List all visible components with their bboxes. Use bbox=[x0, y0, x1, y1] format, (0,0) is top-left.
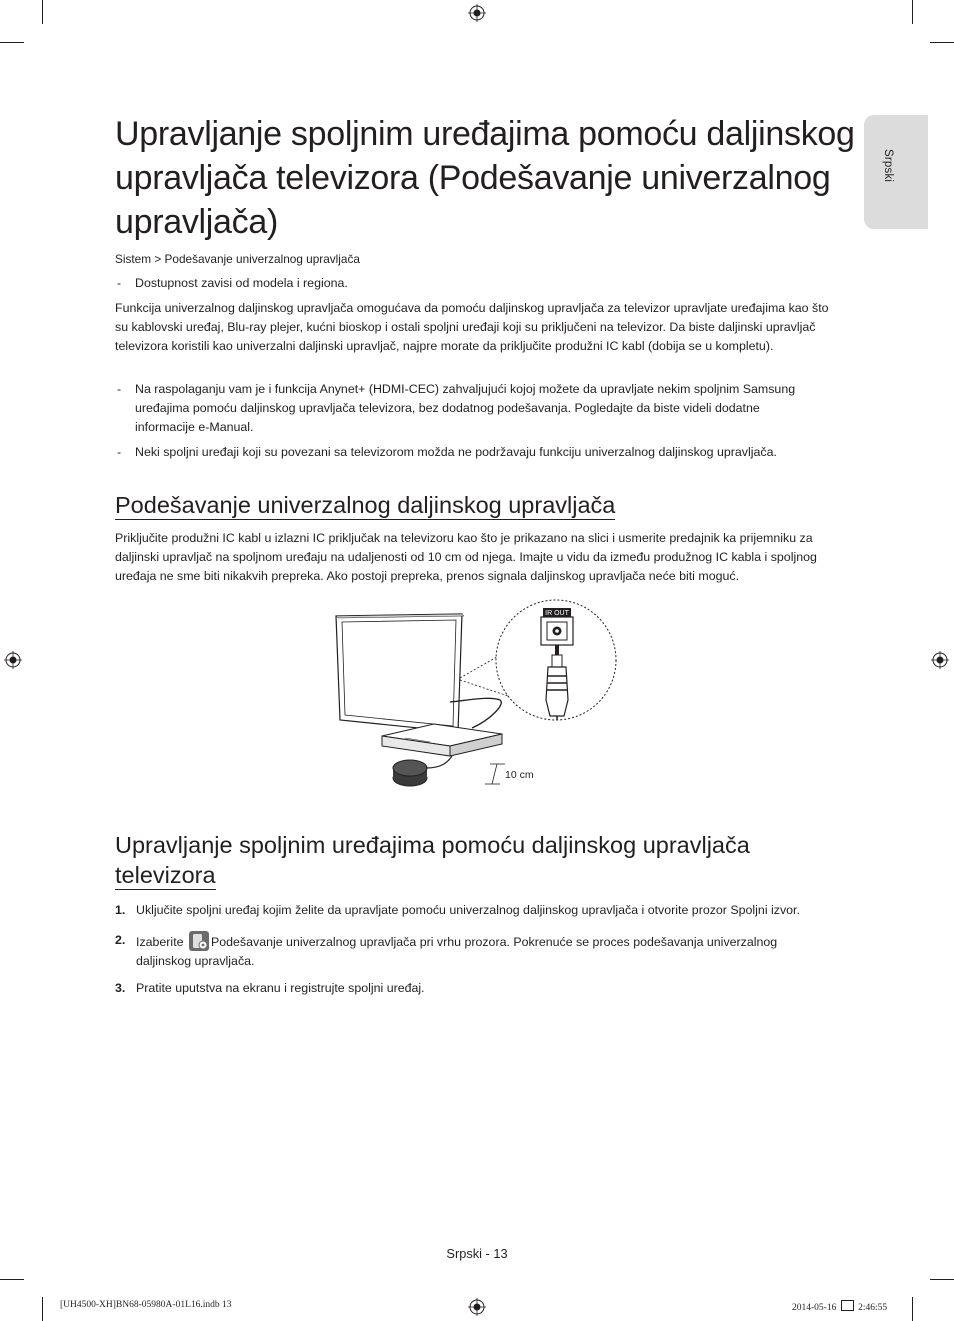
external-source-term: Spoljni izvor bbox=[730, 903, 797, 917]
step-2: 2. Izaberite Podešavanje univerzalnog upravljača pri vrhu prozora. Pokrenuće se proces podešavanja univerzalnog daljinskog upravljača. bbox=[115, 933, 778, 968]
crop-mark bbox=[930, 42, 954, 43]
registration-mark-icon bbox=[468, 4, 486, 22]
breadcrumb bbox=[115, 252, 360, 266]
print-slug-date: 2014-05-16 2:46:55 bbox=[792, 1300, 887, 1313]
crop-mark bbox=[0, 42, 24, 43]
crop-mark bbox=[930, 1279, 954, 1280]
crop-mark bbox=[912, 0, 913, 24]
setup-paragraph: Priključite produžni IC kabl u izlazni IC priključak na televizoru kao što je prikazano na slici i usmerite predajnik ka prijemniku za daljinski upravljač na spoljnom uređaju na udaljenosti od 10 cm od njega. Imajte u vidu da između produžnog IC kabla i spoljnog uređaja ne sme biti nikakvih prepreka. Ako postoji prepreka, prenos signala daljinskog upravljača neće biti moguć. bbox=[115, 531, 817, 583]
print-slug-file: [UH4500-XH]BN68-05980A-01L16.indb 13 bbox=[60, 1300, 232, 1310]
language-side-tab-label: Srpski bbox=[882, 149, 894, 183]
section-heading-control: Upravljanje spoljnim uređajima pomoću daljinskog upravljača televizora bbox=[115, 832, 750, 888]
breadcrumb-part-setting: Podešavanje univerzalnog upravljača bbox=[164, 252, 360, 266]
intro-paragraph: Funkcija univerzalnog daljinskog upravljača omogućava da pomoću daljinskog upravljača za televizor upravljate uređajima kao što su kablovski uređaj, Blu-ray plejer, kućni bioskop i ostali spoljni uređaji koji su priključeni na televizor. Da biste daljinski upravljač televizora koristili kao univerzalni daljinski upravljač, najpre morate da priključite produžni IC kabl (dobija se u kompletu). bbox=[115, 301, 829, 353]
universal-remote-setup-icon bbox=[189, 931, 209, 951]
distance-label: 10 cm bbox=[505, 769, 534, 781]
crop-mark bbox=[42, 1297, 43, 1321]
note-anynet-text: Na raspolaganju vam je i funkcija Anynet+ (HDMI-CEC) zahvaljujući kojoj možete da upravljate nekim spoljnim Samsung uređajima pomoću daljinskog upravljača televizora, bez dodatnog podešavanja. Pogledajte da biste videli dodatne informacije bbox=[135, 382, 796, 434]
tv-drawing bbox=[336, 614, 464, 732]
slug-box-icon bbox=[841, 1300, 854, 1311]
section-heading-setup: Podešavanje univerzalnog daljinskog upravljača bbox=[115, 492, 616, 518]
registration-mark-icon bbox=[468, 1298, 486, 1316]
note-unsupported-text: Neki spoljni uređaji koji su povezani sa televizorom možda ne podržavaju funkciju univerzalnog daljinskog upravljača. bbox=[135, 445, 777, 459]
breadcrumb-part-sistem: Sistem bbox=[115, 252, 152, 266]
ir-blaster-drawing bbox=[393, 756, 452, 786]
ir-out-label: IR OUT bbox=[545, 610, 569, 617]
crop-mark bbox=[912, 1297, 913, 1321]
note-anynet: - Na raspolaganju vam je i funkcija Anynet+ (HDMI-CEC) zahvaljujući kojoj možete da upravljate nekim spoljnim Samsung uređajima pomoću daljinskog upravljača televizora, bez dodatnog podešavanja. Pogledajte da biste videli dodatne informacije e-Manual. bbox=[117, 382, 796, 434]
ir-cable-illustration bbox=[330, 592, 620, 792]
note-availability: - Dostupnost zavisi od modela i regiona. bbox=[117, 274, 817, 293]
language-side-tab bbox=[864, 115, 928, 229]
breadcrumb-separator: > bbox=[154, 252, 162, 266]
note-unsupported: - Neki spoljni uređaji koji su povezani sa televizorom možda ne podržavaju funkciju univerzalnog daljinskog upravljača. bbox=[117, 443, 817, 462]
note-availability-text: Dostupnost zavisi od modela i regiona. bbox=[135, 276, 348, 290]
crop-mark bbox=[0, 1279, 24, 1280]
registration-mark-icon bbox=[931, 651, 949, 669]
step-1: 1. Uključite spoljni uređaj kojim želite da upravljate pomoću univerzalnog daljinskog upravljača i otvorite prozor Spoljni izvor. bbox=[115, 903, 800, 917]
page-title: Upravljanje spoljnim uređajima pomoću daljinskog upravljača televizora (Podešavanje univerzalnog upravljača) bbox=[115, 115, 855, 241]
universal-remote-setup-term: Podešavanje univerzalnog upravljača bbox=[210, 935, 417, 949]
e-manual-link[interactable]: e-Manual bbox=[198, 420, 251, 434]
step-3: 3. Pratite uputstva na ekranu i registrujte spoljni uređaj. bbox=[115, 981, 425, 995]
crop-mark bbox=[42, 0, 43, 24]
page-number: Srpski - 13 bbox=[446, 1246, 508, 1261]
registration-mark-icon bbox=[4, 651, 22, 669]
external-device-drawing bbox=[382, 724, 502, 756]
